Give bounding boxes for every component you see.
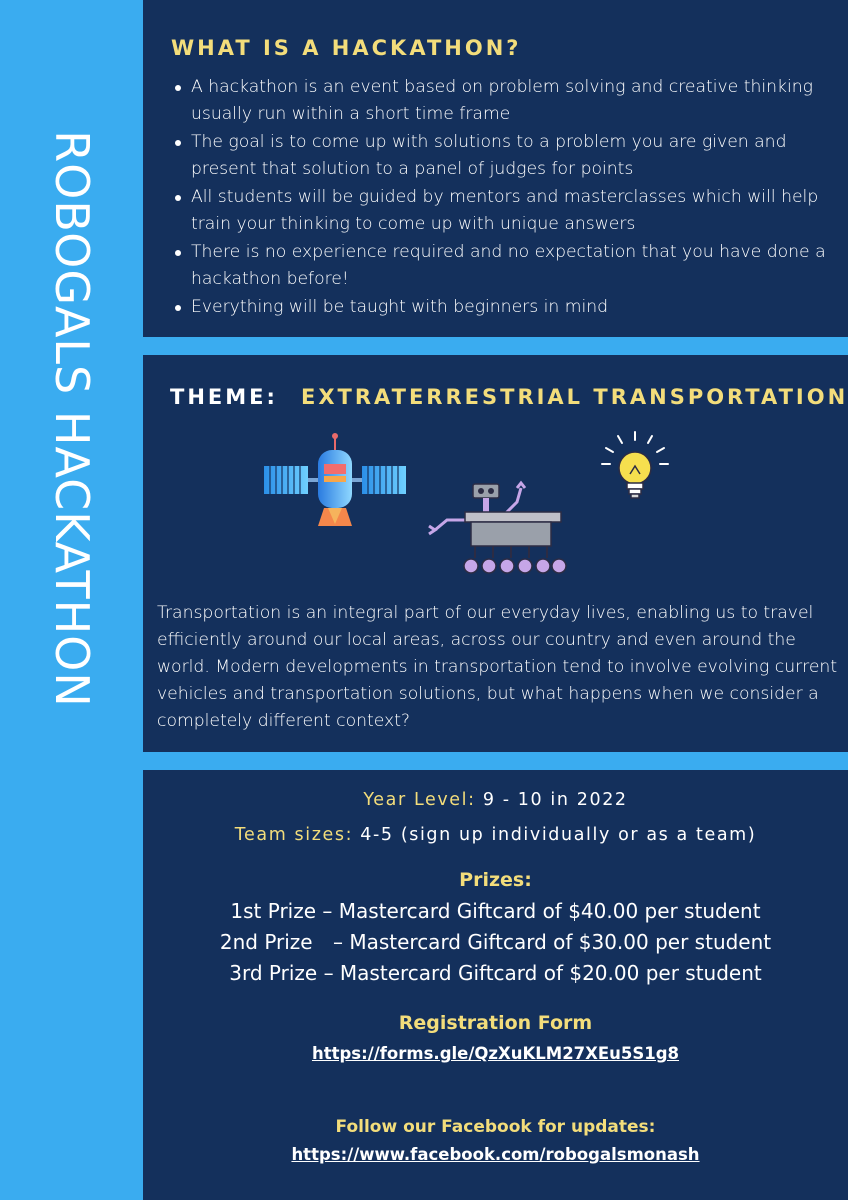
prizes-title: Prizes: (459, 869, 532, 891)
rover-icon (425, 480, 567, 580)
year-level-row (143, 790, 848, 810)
theme-heading-row (170, 385, 848, 409)
facebook-title: Follow our Facebook for updates: (335, 1117, 656, 1137)
about-bullet: All students will be guided by mentors and masterclasses which will help train your thinking to come up with unique answers (191, 184, 848, 238)
satellite-icon (262, 430, 410, 530)
theme-description: Transportation is an integral part of our everyday lives, enabling us to travel efficiently around our local areas, across our country and even around the world. Modern developments in transportation tend to involve evolving current vehicles and transportation solutions, but what happens when we consider a completely different context? (157, 603, 838, 731)
prize-text: – Mastercard Giftcard of $20.00 per student (323, 961, 762, 985)
about-bullet: Everything will be taught with beginners in mind (191, 294, 848, 321)
about-bullet: There is no experience required and no expectation that you have done a hackathon before! (191, 239, 848, 293)
year-level-value: 9 - 10 in 2022 (482, 790, 628, 810)
about-panel (143, 0, 848, 337)
year-level-label: Year Level: (363, 790, 476, 810)
prize-row (143, 899, 848, 923)
registration-title: Registration Form (398, 1012, 593, 1034)
lightbulb-icon (598, 430, 672, 504)
theme-label: THEME: (170, 385, 278, 409)
prize-text: – Mastercard Giftcard of $30.00 per student (332, 930, 772, 954)
prize-place: 2nd Prize (219, 930, 313, 954)
about-bullet-list (171, 74, 848, 322)
theme-value: EXTRATERRESTRIAL TRANSPORTATION (300, 385, 848, 409)
about-heading: WHAT IS A HACKATHON? (171, 36, 522, 60)
sidebar (0, 0, 143, 1200)
details-panel (143, 770, 848, 1200)
prize-place: 3rd Prize (229, 961, 318, 985)
about-bullet: The goal is to come up with solutions to a problem you are given and present that solution to a panel of judges for points (191, 129, 848, 183)
about-bullet: A hackathon is an event based on problem solving and creative thinking usually run within a short time frame (191, 74, 848, 128)
team-size-label: Team sizes: (234, 825, 354, 845)
team-size-row (143, 825, 848, 845)
registration-link[interactable]: https://forms.gle/QzXuKLM27XEu5S1g8 (311, 1044, 680, 1063)
prize-text: – Mastercard Giftcard of $40.00 per student (322, 899, 761, 923)
team-size-value: 4-5 (sign up individually or as a team) (360, 825, 757, 845)
facebook-link[interactable]: https://www.facebook.com/robogalsmonash (291, 1145, 700, 1164)
prize-place: 1st Prize (230, 899, 317, 923)
prize-row (143, 930, 848, 954)
prize-row (143, 961, 848, 985)
sidebar-title: ROBOGALS HACKATHON (45, 130, 99, 708)
